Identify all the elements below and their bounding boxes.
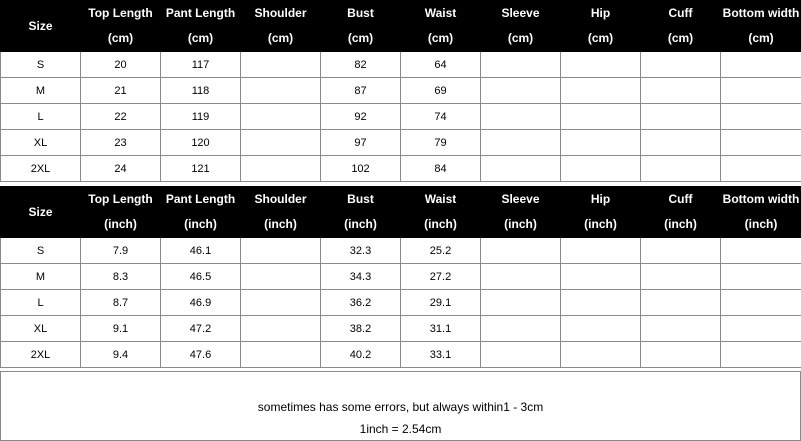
measurement-cell	[481, 78, 561, 104]
size-label-cell: L	[1, 290, 81, 316]
size-label-cell: L	[1, 104, 81, 130]
measurement-cell: 120	[161, 130, 241, 156]
column-name: Pant Length	[165, 192, 236, 206]
measurement-cell: 20	[81, 52, 161, 78]
column-header	[161, 187, 241, 238]
column-unit: (cm)	[347, 31, 374, 45]
column-unit: (cm)	[267, 31, 294, 45]
measurement-cell: 27.2	[401, 264, 481, 290]
measurement-cell: 117	[161, 52, 241, 78]
measurement-cell: 87	[321, 78, 401, 104]
measurement-cell	[721, 156, 801, 182]
column-name: Sleeve	[501, 6, 540, 20]
measurement-cell: 74	[401, 104, 481, 130]
measurement-cell	[641, 264, 721, 290]
measurement-cell: 40.2	[321, 342, 401, 368]
column-header	[321, 1, 401, 52]
column-unit: (inch)	[664, 217, 697, 231]
size-table-cm	[0, 0, 801, 182]
measurement-cell	[561, 238, 641, 264]
measurement-cell: 47.6	[161, 342, 241, 368]
measurement-cell: 21	[81, 78, 161, 104]
column-unit: (cm)	[187, 31, 214, 45]
column-header	[561, 1, 641, 52]
measurement-cell	[721, 238, 801, 264]
measurement-cell: 31.1	[401, 316, 481, 342]
measurement-cell	[241, 104, 321, 130]
table-row	[1, 52, 801, 78]
column-unit: (cm)	[667, 31, 694, 45]
measurement-cell: 121	[161, 156, 241, 182]
table-row	[1, 290, 801, 316]
measurement-cell	[641, 156, 721, 182]
measurement-cell	[241, 342, 321, 368]
measurement-cell	[721, 264, 801, 290]
column-header	[481, 187, 561, 238]
measurement-cell: 119	[161, 104, 241, 130]
measurement-cell: 24	[81, 156, 161, 182]
column-name: Pant Length	[165, 6, 236, 20]
measurement-cell	[561, 78, 641, 104]
note-conversion: 1inch = 2.54cm	[359, 422, 442, 436]
measurement-cell: 23	[81, 130, 161, 156]
column-header	[1, 1, 81, 52]
measurement-cell	[561, 156, 641, 182]
size-label-cell: S	[1, 238, 81, 264]
measurement-cell	[641, 104, 721, 130]
column-header	[481, 1, 561, 52]
measurement-cell	[561, 264, 641, 290]
header-row	[1, 187, 801, 238]
column-header	[641, 187, 721, 238]
measurement-cell	[481, 238, 561, 264]
column-name: Waist	[424, 6, 457, 20]
column-header	[561, 187, 641, 238]
size-label-cell: M	[1, 264, 81, 290]
column-header	[721, 187, 801, 238]
column-unit: (inch)	[744, 217, 778, 231]
measurement-cell	[481, 130, 561, 156]
table-row	[1, 238, 801, 264]
measurement-cell: 34.3	[321, 264, 401, 290]
measurement-cell	[481, 104, 561, 130]
table-row	[1, 130, 801, 156]
column-header	[81, 187, 161, 238]
column-header	[401, 187, 481, 238]
measurement-cell: 9.1	[81, 316, 161, 342]
measurement-cell	[561, 316, 641, 342]
measurement-cell	[641, 316, 721, 342]
column-header	[721, 1, 801, 52]
measurement-cell	[641, 238, 721, 264]
table-row	[1, 316, 801, 342]
size-label-cell: M	[1, 78, 81, 104]
size-label-cell: XL	[1, 130, 81, 156]
column-name: Bottom width	[722, 192, 800, 206]
column-name: Cuff	[668, 6, 693, 20]
column-unit: (cm)	[427, 31, 454, 45]
table-row	[1, 156, 801, 182]
measurement-cell	[241, 52, 321, 78]
header-row	[1, 1, 801, 52]
column-name: Hip	[590, 192, 611, 206]
measurement-cell	[641, 342, 721, 368]
column-unit: (inch)	[104, 217, 137, 231]
measurement-cell	[241, 316, 321, 342]
column-name: Size	[28, 204, 53, 219]
measurement-cell: 32.3	[321, 238, 401, 264]
measurement-cell	[641, 130, 721, 156]
column-unit: (inch)	[584, 217, 617, 231]
column-name: Cuff	[668, 192, 693, 206]
measurement-cell	[241, 290, 321, 316]
column-header	[241, 1, 321, 52]
measurement-cell	[721, 78, 801, 104]
column-unit: (cm)	[587, 31, 614, 45]
measurement-cell	[481, 342, 561, 368]
column-name: Sleeve	[501, 192, 540, 206]
column-unit: (inch)	[504, 217, 537, 231]
measurement-cell	[721, 52, 801, 78]
measurement-cell	[481, 52, 561, 78]
measurement-cell: 69	[401, 78, 481, 104]
measurement-cell	[481, 316, 561, 342]
measurement-cell	[481, 264, 561, 290]
measurement-cell: 82	[321, 52, 401, 78]
column-unit: (cm)	[107, 31, 134, 45]
measurement-cell	[241, 130, 321, 156]
column-unit: (inch)	[424, 217, 457, 231]
measurement-cell: 92	[321, 104, 401, 130]
measurement-cell: 8.7	[81, 290, 161, 316]
measurement-cell	[481, 156, 561, 182]
column-header	[321, 187, 401, 238]
measurement-cell	[561, 130, 641, 156]
table-row	[1, 342, 801, 368]
measurement-cell	[241, 156, 321, 182]
size-label-cell: 2XL	[1, 156, 81, 182]
measurement-cell	[561, 290, 641, 316]
measurement-cell: 46.9	[161, 290, 241, 316]
column-header	[161, 1, 241, 52]
measurement-cell: 84	[401, 156, 481, 182]
measurement-cell	[561, 104, 641, 130]
column-header	[401, 1, 481, 52]
measurement-cell	[721, 130, 801, 156]
column-name: Top Length	[88, 192, 153, 206]
size-table-inch	[0, 186, 801, 368]
measurement-cell	[561, 342, 641, 368]
measurement-cell: 33.1	[401, 342, 481, 368]
column-name: Shoulder	[254, 192, 307, 206]
measurement-cell	[481, 290, 561, 316]
column-unit: (cm)	[507, 31, 534, 45]
table-row	[1, 78, 801, 104]
column-name: Top Length	[88, 6, 153, 20]
measurement-cell: 47.2	[161, 316, 241, 342]
measurement-cell	[721, 316, 801, 342]
column-name: Bottom width	[722, 6, 800, 20]
measurement-cell: 102	[321, 156, 401, 182]
measurement-cell: 22	[81, 104, 161, 130]
note-error-margin: sometimes has some errors, but always within1 - 3cm	[257, 400, 544, 414]
measurement-cell: 46.1	[161, 238, 241, 264]
column-name: Hip	[590, 6, 611, 20]
column-header	[81, 1, 161, 52]
table-row	[1, 264, 801, 290]
measurement-cell: 46.5	[161, 264, 241, 290]
measurement-cell	[641, 78, 721, 104]
measurement-cell	[561, 52, 641, 78]
measurement-cell: 38.2	[321, 316, 401, 342]
measurement-cell	[721, 104, 801, 130]
measurement-cell: 29.1	[401, 290, 481, 316]
column-unit: (inch)	[264, 217, 297, 231]
measurement-cell: 79	[401, 130, 481, 156]
measurement-cell: 118	[161, 78, 241, 104]
measurement-cell: 9.4	[81, 342, 161, 368]
measurement-cell: 25.2	[401, 238, 481, 264]
column-name: Waist	[424, 192, 457, 206]
measurement-cell: 7.9	[81, 238, 161, 264]
measurement-cell	[241, 78, 321, 104]
measurement-cell	[241, 238, 321, 264]
column-header	[241, 187, 321, 238]
column-unit: (inch)	[184, 217, 217, 231]
measurement-cell: 8.3	[81, 264, 161, 290]
measurement-cell: 64	[401, 52, 481, 78]
column-header	[1, 187, 81, 238]
column-header	[641, 1, 721, 52]
column-name: Bust	[347, 192, 374, 206]
column-unit: (cm)	[748, 31, 774, 45]
measurement-cell	[241, 264, 321, 290]
measurement-cell	[721, 290, 801, 316]
column-name: Size	[28, 18, 53, 33]
column-unit: (inch)	[344, 217, 377, 231]
size-label-cell: S	[1, 52, 81, 78]
measurement-notes	[0, 371, 801, 441]
measurement-cell	[721, 342, 801, 368]
measurement-cell	[641, 290, 721, 316]
size-label-cell: 2XL	[1, 342, 81, 368]
size-label-cell: XL	[1, 316, 81, 342]
table-row	[1, 104, 801, 130]
column-name: Bust	[347, 6, 374, 20]
column-name: Shoulder	[254, 6, 307, 20]
measurement-cell: 97	[321, 130, 401, 156]
measurement-cell	[641, 52, 721, 78]
measurement-cell: 36.2	[321, 290, 401, 316]
